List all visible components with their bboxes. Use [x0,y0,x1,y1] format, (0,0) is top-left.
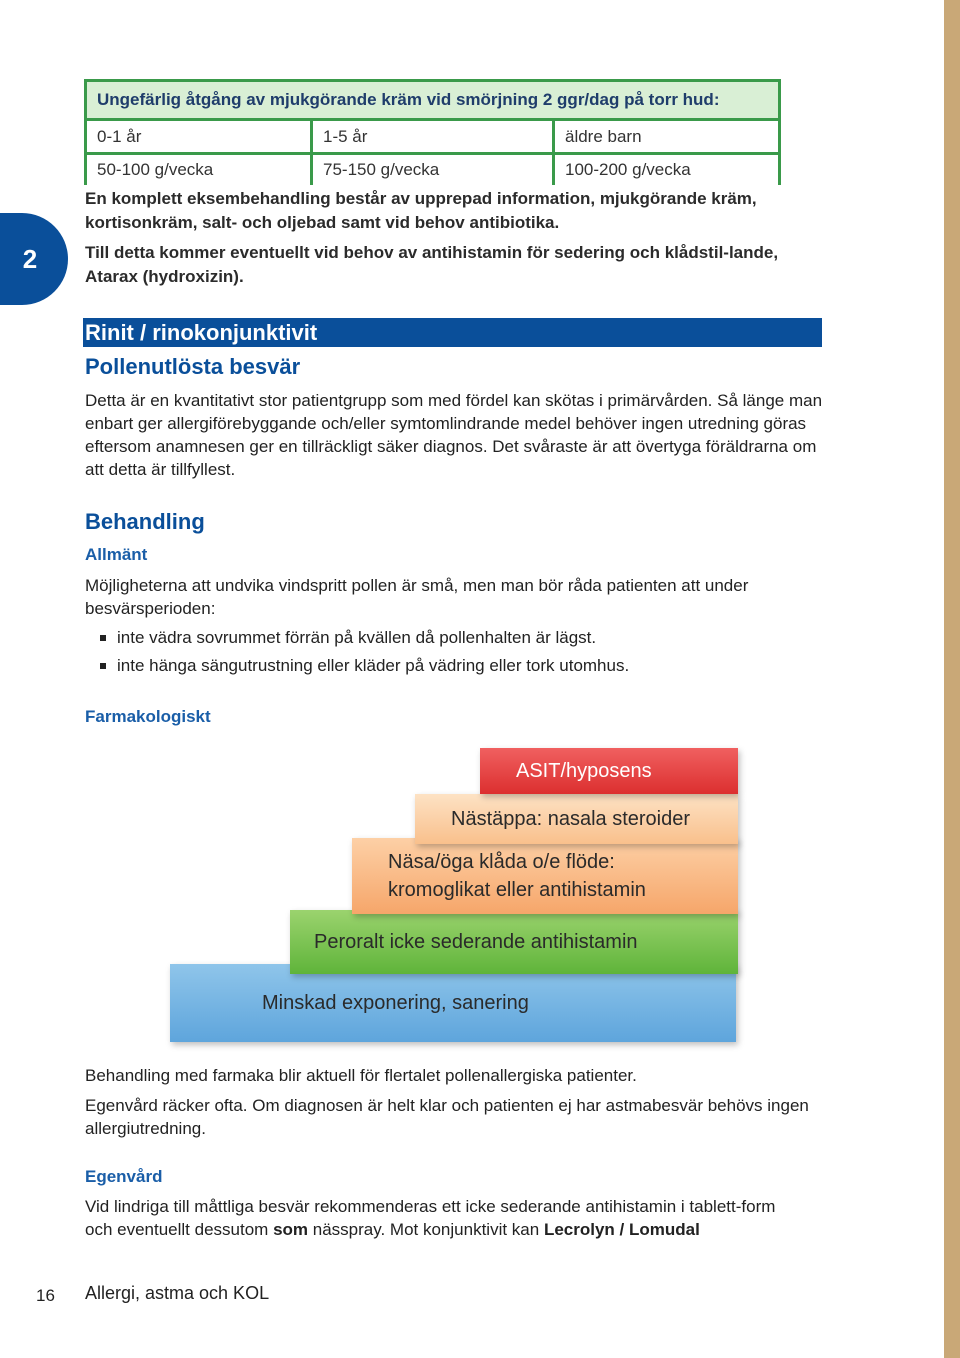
advice-list [100,624,629,680]
section-paragraph: Detta är en kvantitativt stor patientgrupp som med fördel kan skötas i primärvården. Så länge man enbart ger allergiförebyggande och/eller symtomlindrande medel behöver ingen utredning göras eftersom anamnesen ger en tillräckligt säker diagnos. Det svåraste är att övertyga föräldrarna om att detta är tillfyllest. [85,391,823,479]
table-cell: 100-200 g/vecka [565,160,691,179]
list-item: inte vädra sovrummet förrän på kvällen då pollenhalten är lägst. [100,624,629,652]
after-pyramid-paragraph-2: Egenvård räcker ofta. Om diagnosen är helt klar och patienten ej har astmabesvär behövs ingen allergiutredning. [85,1096,809,1138]
pyramid-level-4: Nästäppa: nasala steroider [415,794,738,844]
dose-table [84,79,781,185]
pyramid-level-1: Minskad exponering, sanering [170,964,736,1042]
page-number: 16 [36,1286,55,1305]
pyramid-level-5: ASIT/hyposens [480,748,738,794]
dose-table-header: Ungefärlig åtgång av mjukgörande kräm vid smörjning 2 ggr/dag på torr hud: [87,82,778,121]
table-row [87,155,778,185]
section-subtitle: Pollenutlösta besvär [85,354,301,379]
egenvard-text-c: nässpray. Mot konjunktivit kan [308,1220,544,1239]
list-item: inte hänga sängutrustning eller kläder på vädring eller tork utomhus. [100,652,629,680]
after-pyramid-text [85,1064,820,1140]
intro-paragraph-1: En komplett eksembehandling består av upprepad information, mjukgörande kräm, kortisonkräm, salt- och oljebad samt vid behov antibiotika. [85,189,757,232]
after-pyramid-paragraph-1: Behandling med farmaka blir aktuell för flertalet pollenallergiska patienter. [85,1066,637,1085]
table-row [87,121,778,155]
table-cell: äldre barn [565,126,642,146]
farmakologiskt-heading: Farmakologiskt [85,707,211,726]
chapter-tab: 2 [0,213,68,305]
table-cell: 50-100 g/vecka [87,155,313,185]
egenvard-heading: Egenvård [85,1167,163,1186]
book-title: Allergi, astma och KOL [85,1283,270,1303]
egenvard-body [85,1195,805,1241]
page-edge-bar [944,0,960,1358]
table-cell: 75-150 g/vecka [313,155,555,185]
allmant-paragraph: Möjligheterna att undvika vindspritt pollen är små, men man bör råda patienten att under besvärsperioden: [85,576,749,618]
table-cell: 0-1 år [87,121,313,152]
allmant-body [85,574,805,620]
pyramid-level-3-line-1: Näsa/öga klåda o/e flöde: [388,851,615,873]
pyramid-level-3 [352,838,738,914]
table-cell: 1-5 år [313,121,555,152]
allmant-heading: Allmänt [85,545,148,564]
intro-paragraph-2: Till detta kommer eventuellt vid behov av antihistamin för sedering och klådstil-lande, Atarax (hydroxizin). [85,243,779,286]
egenvard-text-d: Lecrolyn / Lomudal [543,1220,700,1239]
behandling-heading: Behandling [85,509,205,534]
intro-text [85,187,825,289]
section-title-bar: Rinit / rinokonjunktivit [83,318,822,347]
egenvard-text-b: som [273,1220,309,1239]
egenvard-paragraph [85,1195,805,1241]
pyramid-level-2: Peroralt icke sederande antihistamin [290,910,738,974]
treatment-pyramid [160,738,760,1048]
egenvard-text-a: Vid lindriga till måttliga besvär rekommenderas ett icke sederande antihistamin i tablett-form och eventuellt dessutom [85,1197,776,1239]
pyramid-level-3-line-2: kromoglikat eller antihistamin [388,879,646,901]
section-body [85,389,823,481]
